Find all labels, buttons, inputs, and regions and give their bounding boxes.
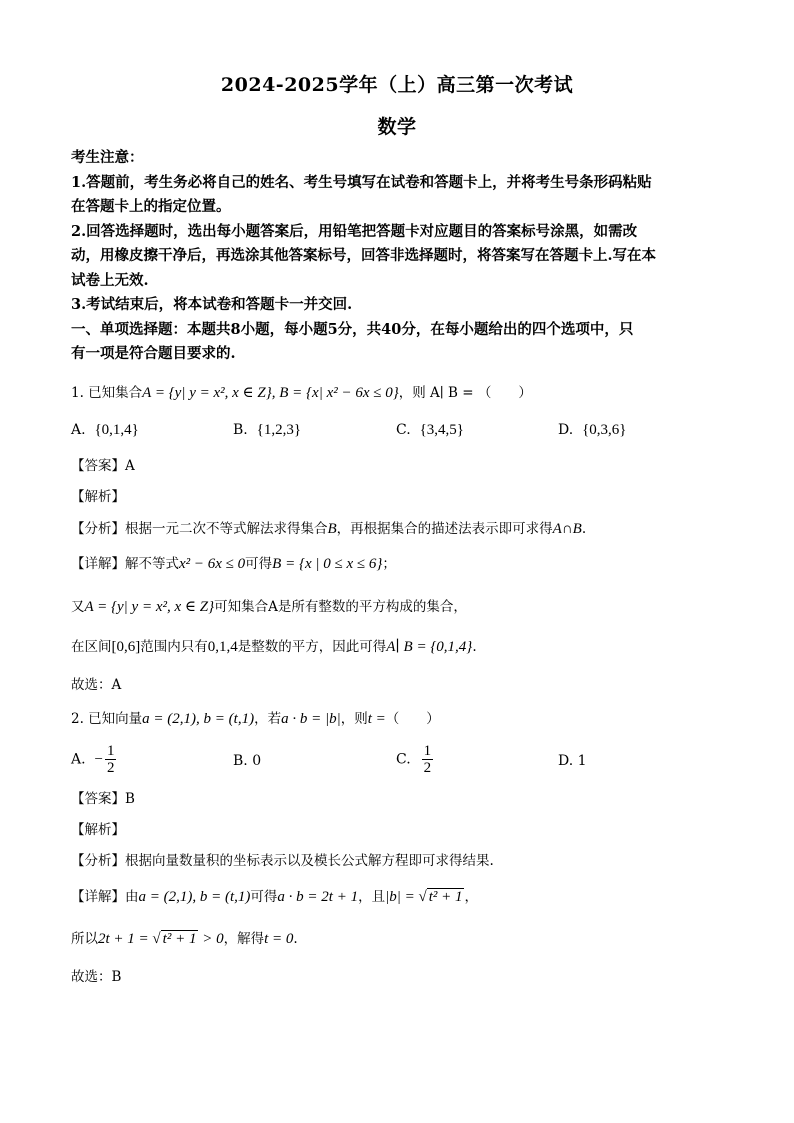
q2-line-2-result: t = 0 [264, 931, 294, 947]
q1-option-c-label: C. [396, 422, 411, 438]
q2-option-c-denominator: 2 [423, 760, 432, 776]
q1-answer-value: A [125, 458, 135, 474]
q1-set-b: , B = {x| x² − 6x ≤ 0} [271, 385, 399, 401]
q2-final: 故选：B [71, 969, 122, 985]
q1-line-3-prefix: 在区间 [71, 639, 112, 655]
q1-line-3-nums: 0,1,4 [207, 639, 238, 655]
q2-option-a [71, 743, 118, 776]
q1-option-b [233, 419, 301, 441]
q2-option-a-numerator: 1 [106, 743, 115, 759]
q2-option-c-label: C. [396, 751, 411, 768]
q2-answer [71, 788, 731, 810]
q1-xiangjie-text: 解不等式 [125, 556, 179, 572]
q2-xiangjie-end: ， [464, 889, 478, 905]
q2-xiangjie-and: ，且 [358, 889, 386, 905]
q1-answer-tag: 【答案】 [71, 458, 125, 474]
q1-line-2 [71, 596, 731, 618]
q2-option-a-label: A. [71, 751, 86, 768]
q2-stem-end: （ ） [385, 711, 440, 727]
q1-fenxi-b: B [327, 521, 337, 537]
q1-stem-suffix: ，则 A∣ B = （ ） [398, 385, 532, 401]
q1-line-2-prefix: 又 [71, 599, 85, 615]
q2-line-2-left: 2t + 1 = [98, 931, 153, 947]
q1-stem [71, 382, 731, 404]
q2-fenxi-text: 根据向量数量积的坐标表示以及模长公式解方程即可求得结果. [125, 853, 494, 869]
notice-item-2-line-1: 2.回答选择题时，选出每小题答案后，用铅笔把答题卡对应题目的答案标号涂黑，如需改 [71, 223, 638, 240]
q1-option-b-label: B. [233, 422, 248, 438]
q1-line-3-text: 范围内只有 [140, 639, 208, 655]
q2-fenxi-tag: 【分析】 [71, 853, 125, 869]
q1-option-c-value: {3,4,5} [419, 422, 464, 438]
q2-analysis-tag: 【解析】 [71, 822, 125, 838]
q2-line-2-prefix: 所以 [71, 931, 98, 947]
q1-xiangjie-expr: x² − 6x ≤ 0 [179, 556, 246, 572]
q2-option-c [396, 743, 435, 776]
q2-xiangjie-pre: 由 [125, 889, 139, 905]
exam-subject: 数学 [377, 116, 417, 138]
q2-option-d: D. 1 [558, 753, 587, 769]
exam-title: 2024-2025学年（上）高三第一次考试 [220, 74, 574, 96]
q1-xiangjie-tag: 【详解】 [71, 556, 125, 572]
q1-set-a: A = {y| y = x², x ∈ Z} [142, 385, 272, 401]
q2-xiangjie [71, 886, 731, 908]
section-1-line-1: 一、单项选择题：本题共8小题，每小题5分，共40分，在每小题给出的四个选项中，只 [71, 321, 634, 338]
q1-analysis-tag: 【解析】 [71, 489, 125, 505]
q1-line-3 [71, 636, 731, 658]
q1-fenxi-end: . [581, 521, 587, 537]
q2-xiangjie-sqrt: t² + 1 [428, 889, 463, 905]
q1-line-3-expr: A∣ B = {0,1,4} [386, 639, 473, 655]
q2-line-2-sqrt: t² + 1 [162, 931, 197, 947]
q2-vectors: a = (2,1), b = (t,1) [142, 711, 255, 727]
q1-fenxi [71, 518, 731, 540]
q1-fenxi-text: 根据一元二次不等式解法求得集合 [125, 521, 328, 537]
q2-xiangjie-abs: |b| = [385, 889, 419, 905]
q2-option-b: B. 0 [233, 753, 262, 769]
q1-xiangjie [71, 553, 731, 575]
q1-xiangjie-mid: 可得 [245, 556, 273, 572]
q1-option-d-value: {0,3,6} [582, 422, 627, 438]
q1-fenxi-expr: A∩B [552, 521, 582, 537]
notice-item-1-line-1: 1.答题前，考生务必将自己的姓名、考生号填写在试卷和答题卡上，并将考生号条形码粘贴 [71, 174, 652, 191]
notice-item-1-line-2: 在答题卡上的指定位置。 [71, 198, 231, 215]
q2-stem-prefix: 2. 已知向量 [71, 711, 143, 727]
q2-option-a-sign: − [94, 751, 103, 768]
q2-line-2-sqrt-sign: √ [152, 931, 161, 947]
q1-line-2-text: 可知集合A是所有整数的平方构成的集合， [214, 599, 467, 615]
q1-line-3-interval: [0,6] [111, 639, 141, 655]
q2-option-a-fraction [105, 743, 117, 776]
q1-xiangjie-result: B = {x | 0 ≤ x ≤ 6} [272, 556, 383, 572]
q1-final: 故选：A [71, 677, 122, 693]
q2-line-2-text: ，解得 [223, 931, 265, 947]
q1-fenxi-text-2: ，再根据集合的描述法表示即可求得 [336, 521, 553, 537]
q2-xiangjie-sqrt-sign: √ [418, 889, 427, 905]
q2-line-2 [71, 928, 731, 950]
q1-option-c [396, 419, 464, 441]
q2-stem-suffix: ，则 [340, 711, 368, 727]
q1-option-a-label: A. [71, 422, 86, 438]
q1-option-a [71, 419, 139, 441]
q2-stem [71, 708, 731, 730]
q2-stem-mid: ，若 [254, 711, 282, 727]
q2-xiangjie-vectors: a = (2,1), b = (t,1) [138, 889, 251, 905]
q2-option-c-fraction [422, 743, 434, 776]
q1-option-d-label: D. [558, 422, 574, 438]
q1-fenxi-tag: 【分析】 [71, 521, 125, 537]
q2-option-a-denominator: 2 [106, 760, 115, 776]
q1-option-a-value: {0,1,4} [94, 422, 139, 438]
q2-condition: a · b = |b| [281, 711, 341, 727]
q1-line-3-end: . [472, 639, 477, 655]
q1-line-2-expr: A = {y| y = x², x ∈ Z} [84, 599, 215, 615]
q1-option-b-value: {1,2,3} [256, 422, 302, 438]
q2-answer-tag: 【答案】 [71, 791, 125, 807]
notice-item-2-line-3: 试卷上无效. [71, 272, 149, 289]
q1-xiangjie-end: ； [382, 556, 396, 572]
q1-answer [71, 455, 731, 477]
q1-line-3-text-2: 是整数的平方，因此可得 [237, 639, 387, 655]
notice-item-3: 3.考试结束后，将本试卷和答题卡一并交回. [71, 296, 353, 313]
q2-xiangjie-tag: 【详解】 [71, 889, 125, 905]
q2-answer-value: B [125, 791, 135, 807]
q2-line-2-right: > 0 [198, 931, 224, 947]
q1-option-d [558, 419, 627, 441]
notice-heading: 考生注意： [71, 149, 144, 166]
notice-item-2-line-2: 动，用橡皮擦干净后，再选涂其他答案标号，回答非选择题时，将答案写在答题卡上.写在本 [71, 247, 657, 264]
q1-stem-prefix: 1. 已知集合 [71, 385, 143, 401]
section-1-line-2: 有一项是符合题目要求的. [71, 345, 236, 362]
q2-xiangjie-mid: 可得 [250, 889, 278, 905]
q2-fenxi [71, 850, 731, 872]
q2-xiangjie-dot: a · b = 2t + 1 [277, 889, 359, 905]
q2-option-c-numerator: 1 [423, 743, 432, 759]
q2-line-2-end: . [293, 931, 298, 947]
q2-stem-var: t = [367, 711, 386, 727]
